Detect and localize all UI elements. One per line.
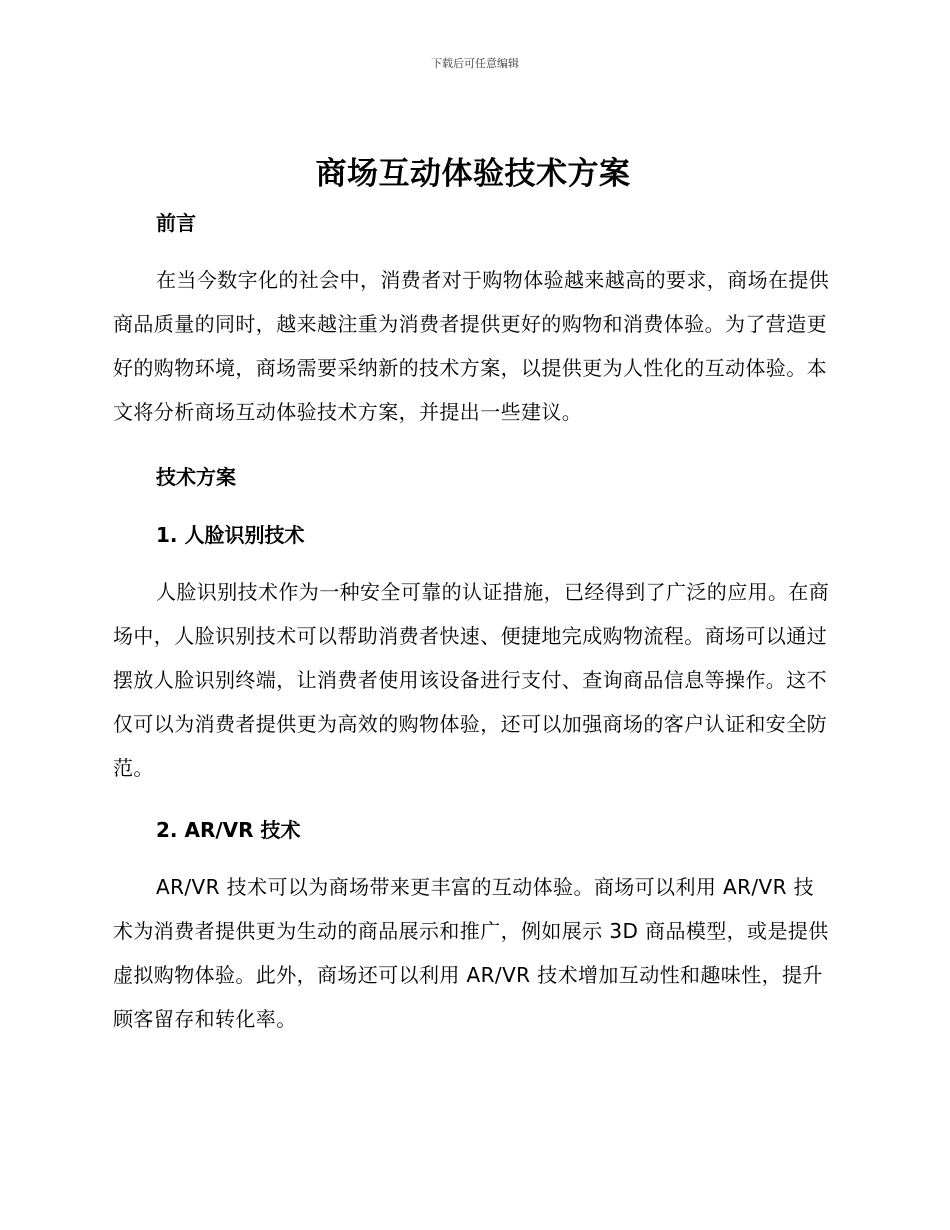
preface-paragraph: 在当今数字化的社会中，消费者对于购物体验越来越高的要求，商场在提供商品质量的同时，越来越注重为消费者提供更好的购物和消费体验。为了营造更好的购物环境，商场需要采纳新的技术方案，以提供更为人性化的互动体验。本文将分析商场互动体验技术方案，并提出一些建议。 <box>113 268 830 424</box>
tech-solution-heading: 技术方案 <box>156 465 236 489</box>
section-face-recognition-heading: 1. 人脸识别技术 <box>156 523 305 547</box>
section-ar-vr-paragraph: AR/VR 技术可以为商场带来更丰富的互动体验。商场可以利用 AR/VR 技术为消费者提供更为生动的商品展示和推广，例如展示 3D 商品模型，或是提供虚拟购物体验。此外，商场还可以利用 AR/VR 技术增加互动性和趣味性，提升顾客留存和转化率。 <box>113 875 829 1031</box>
section-ar-vr-heading: 2. AR/VR 技术 <box>156 818 301 842</box>
document-title: 商场互动体验技术方案 <box>315 156 631 192</box>
header-note: 下载后可任意编辑 <box>431 57 519 70</box>
document-content <box>113 150 833 1041</box>
preface-heading: 前言 <box>156 211 196 235</box>
section-face-recognition-paragraph: 人脸识别技术作为一种安全可靠的认证措施，已经得到了广泛的应用。在商场中，人脸识别技术可以帮助消费者快速、便捷地完成购物流程。商场可以通过摆放人脸识别终端，让消费者使用该设备进行支付、查询商品信息等操作。这不仅可以为消费者提供更为高效的购物体验，还可以加强商场的客户认证和安全防范。 <box>113 580 830 780</box>
